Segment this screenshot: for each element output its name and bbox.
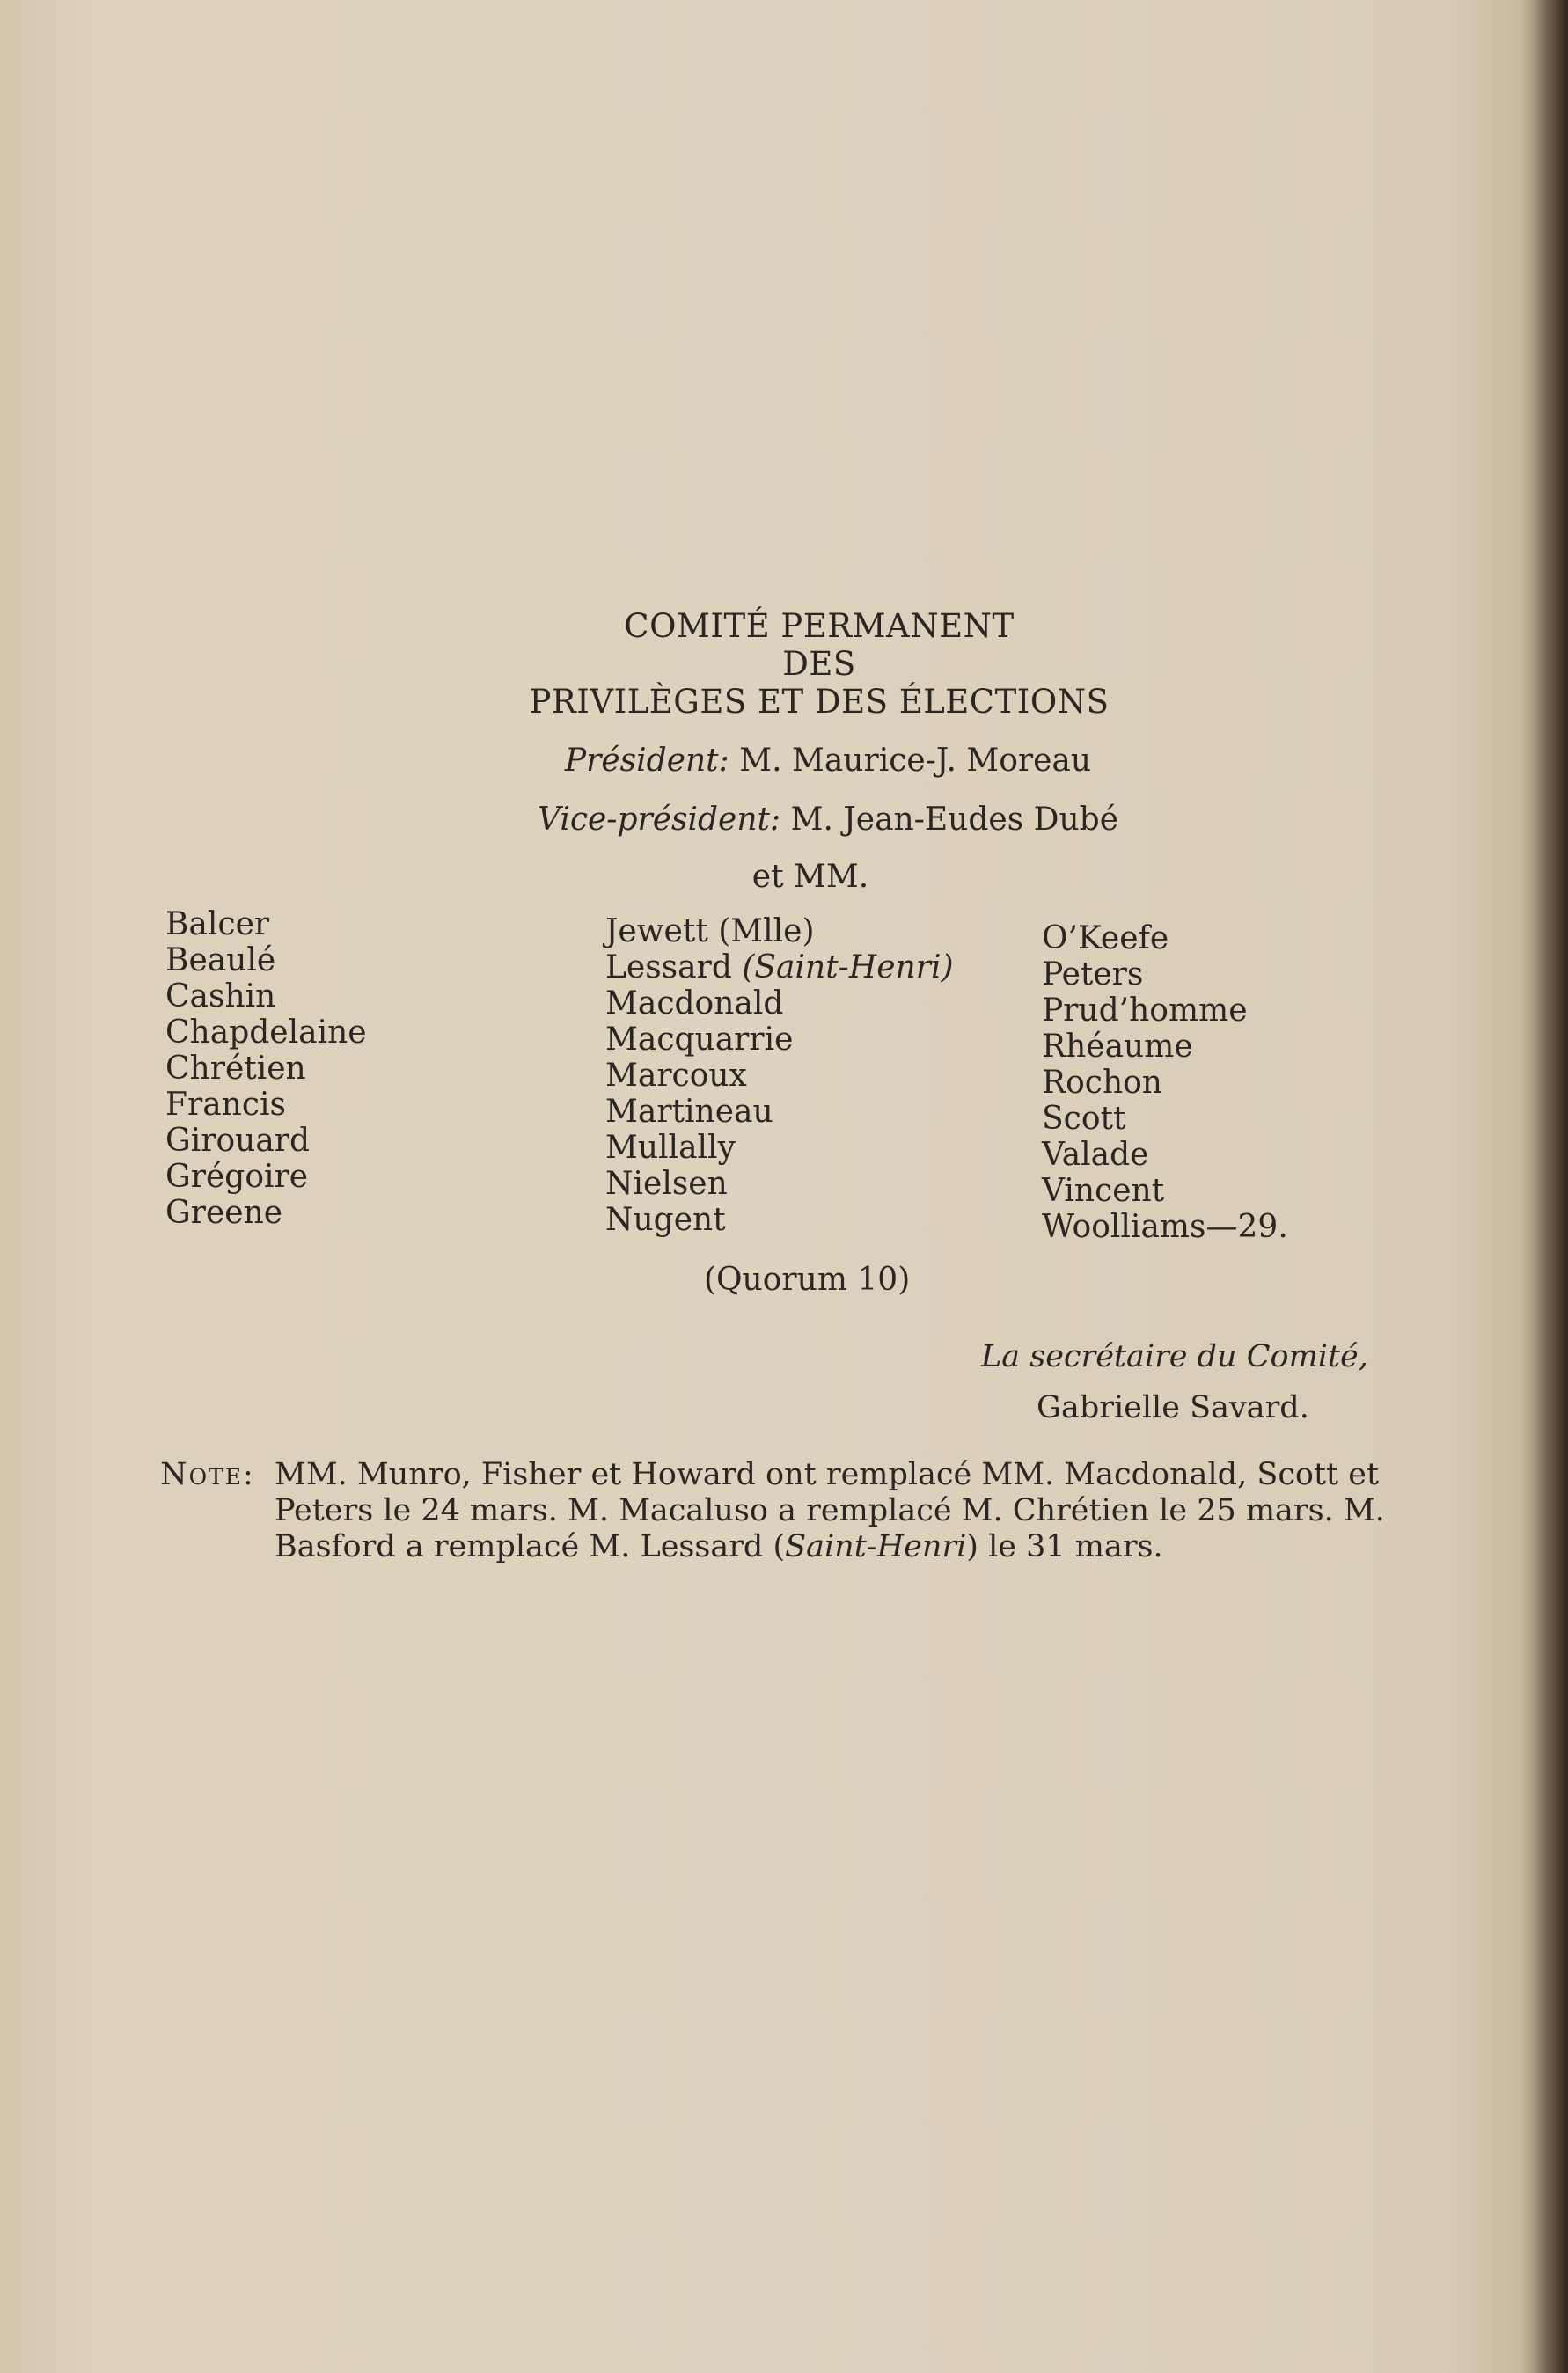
- member-name: Grégoire: [165, 1159, 309, 1195]
- member-name: Lessard: [605, 949, 732, 985]
- member-name: Cashin: [165, 978, 276, 1014]
- member-name: Nugent: [605, 1202, 726, 1238]
- member-name: Valade: [1042, 1137, 1149, 1173]
- quorum-text: (Quorum 10): [704, 1262, 911, 1298]
- members-column-2: [605, 913, 954, 1238]
- member-name: Vincent: [1042, 1173, 1165, 1209]
- member-name: Greene: [165, 1195, 283, 1231]
- member-riding: (Saint-Henri): [742, 949, 954, 985]
- committee-title-line3: PRIVILÈGES ET DES ÉLECTIONS: [529, 683, 1110, 721]
- secretary-name: Gabrielle Savard.: [1037, 1390, 1309, 1425]
- member-name: Girouard: [165, 1123, 311, 1159]
- committee-title-line2: DES: [782, 645, 856, 683]
- note-line: Peters le 24 mars. M. Macaluso a remplacé M. Chrétien le 25 mars. M.: [275, 1493, 1385, 1528]
- note-text: Basford a remplacé M. Lessard (: [275, 1529, 786, 1564]
- member-name: Scott: [1042, 1101, 1126, 1137]
- member-name: Marcoux: [605, 1058, 747, 1094]
- committee-title-line1: COMITÉ PERMANENT: [624, 607, 1015, 645]
- member-name: O’Keefe: [1042, 920, 1169, 956]
- member-name: Chrétien: [165, 1051, 306, 1087]
- member-name: Prud’homme: [1042, 992, 1248, 1029]
- note-text: ) le 31 mars.: [966, 1529, 1163, 1564]
- president-line: [44, 743, 1568, 779]
- secretary-title: La secrétaire du Comité,: [981, 1339, 1368, 1374]
- member-name: Nielsen: [605, 1166, 728, 1202]
- note-line: [275, 1529, 1462, 1565]
- member-name: Martineau: [605, 1094, 773, 1130]
- note-body: [275, 1457, 1462, 1565]
- member-name: Peters: [1042, 956, 1144, 992]
- president-role: Président:: [564, 743, 729, 779]
- note-riding: Saint-Henri: [785, 1529, 967, 1564]
- members-column-3: [1042, 920, 1288, 1245]
- member-name: Beaulé: [165, 942, 276, 978]
- member-name-lessard: [605, 949, 954, 985]
- member-name: Rochon: [1042, 1065, 1162, 1101]
- note-line: MM. Munro, Fisher et Howard ont remplacé MM. Macdonald, Scott et: [275, 1457, 1380, 1492]
- member-name: Macdonald: [605, 985, 784, 1022]
- members-intro: et MM.: [751, 859, 869, 895]
- member-name: Rhéaume: [1042, 1029, 1193, 1065]
- members-column-1: [165, 906, 367, 1231]
- vice-president-line: [44, 802, 1568, 838]
- member-name: Jewett (Mlle): [605, 913, 815, 949]
- note-label: Note:: [160, 1457, 255, 1492]
- vice-president-role: Vice-président:: [537, 802, 781, 838]
- member-name: Macquarrie: [605, 1022, 794, 1058]
- president-name: M. Maurice-J. Moreau: [739, 743, 1092, 779]
- member-name: Chapdelaine: [165, 1014, 367, 1051]
- member-name: Balcer: [165, 906, 270, 942]
- member-name: Woolliams—29.: [1042, 1209, 1288, 1245]
- member-name: Mullally: [605, 1130, 736, 1166]
- member-name: Francis: [165, 1087, 286, 1123]
- vice-president-name: M. Jean-Eudes Dubé: [790, 802, 1119, 838]
- page-edge-shadow: [1533, 0, 1568, 2373]
